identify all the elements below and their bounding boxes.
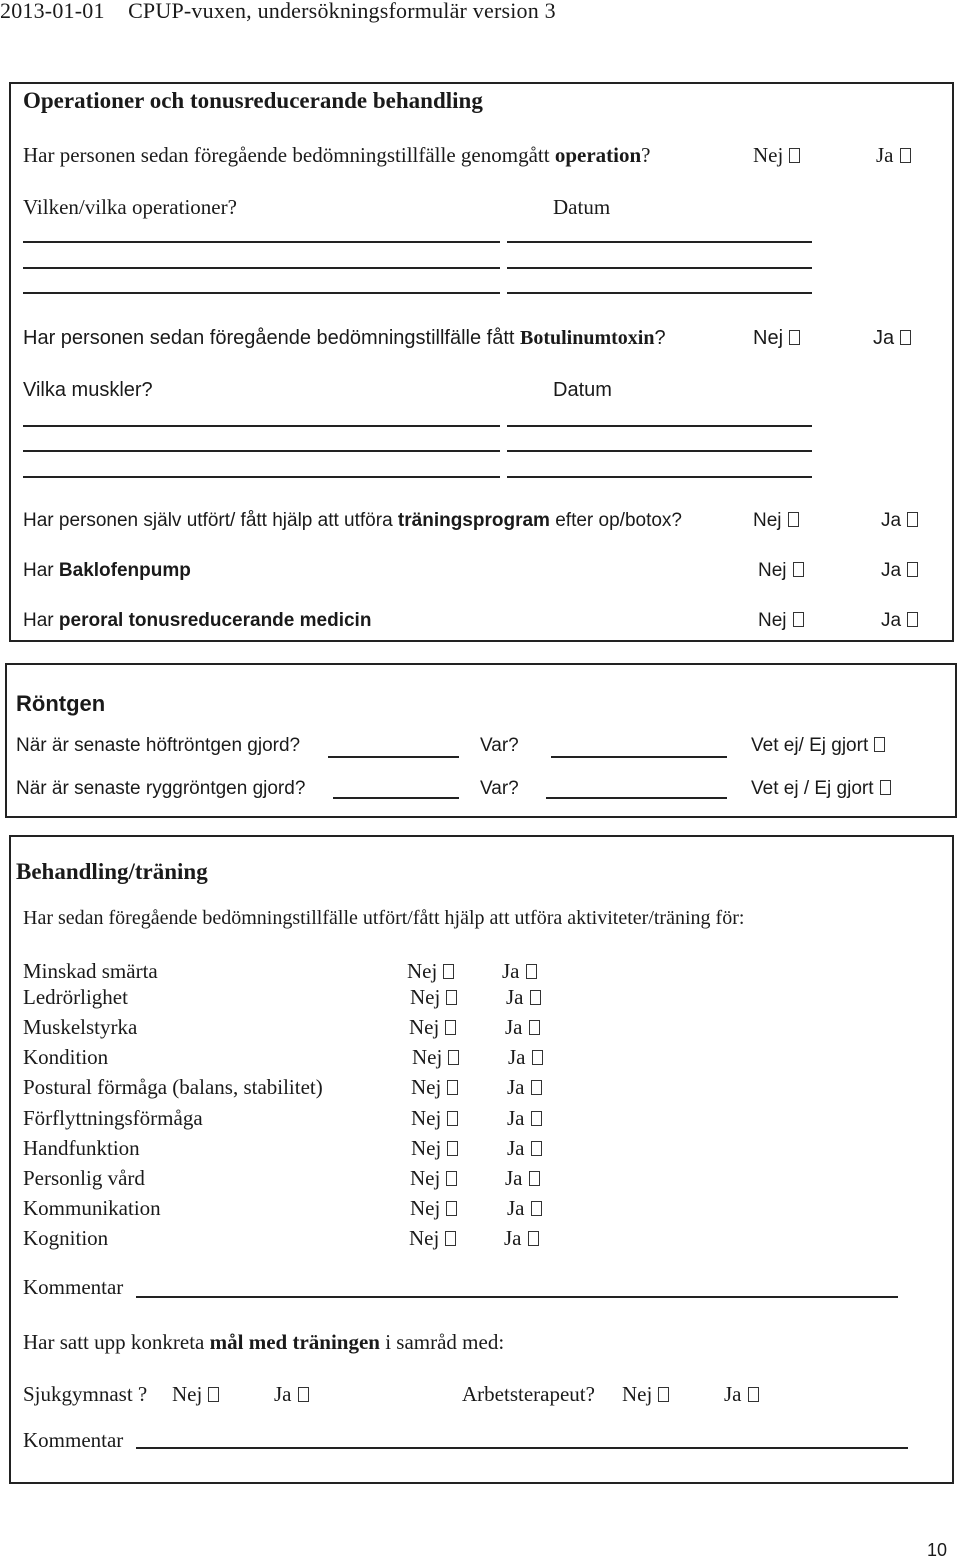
training-question: Har personen själv utfört/ fått hjälp att utföra träningsprogram efter op/botox? — [23, 510, 682, 531]
ot-label: Arbetsterapeut? — [462, 1382, 595, 1406]
checkbox[interactable] — [446, 1171, 457, 1186]
muscle-name-line[interactable] — [23, 425, 500, 427]
activity-no-option[interactable]: Nej — [410, 1198, 457, 1219]
checkbox[interactable] — [789, 148, 800, 163]
activity-yes-option[interactable]: Ja — [502, 961, 537, 982]
checkbox[interactable] — [658, 1387, 669, 1402]
activity-no-option[interactable]: Nej — [411, 1108, 458, 1129]
checkbox[interactable] — [443, 964, 454, 979]
activity-yes-option[interactable]: Ja — [504, 1228, 539, 1249]
checkbox[interactable] — [445, 1020, 456, 1035]
checkbox[interactable] — [531, 1080, 542, 1095]
physio-no-option[interactable]: Nej — [172, 1384, 219, 1405]
checkbox[interactable] — [532, 1050, 543, 1065]
operation-name-line[interactable] — [23, 292, 500, 294]
hip-xray-question: När är senaste höftröntgen gjord? — [16, 735, 301, 756]
treatment-intro: Har sedan föregående bedömningstillfälle utfört/fått hjälp att utföra aktiviteter/träning för: — [23, 907, 745, 929]
treatment-comment-line[interactable] — [136, 1296, 898, 1298]
activity-yes-option[interactable]: Ja — [508, 1047, 543, 1068]
checkbox[interactable] — [530, 990, 541, 1005]
spine-xray-question: När är senaste ryggröntgen gjord? — [16, 778, 306, 799]
activity-no-option[interactable]: Nej — [411, 1077, 458, 1098]
activity-label: Ledrörlighet — [23, 985, 128, 1009]
checkbox[interactable] — [529, 1020, 540, 1035]
activity-yes-option[interactable]: Ja — [505, 1168, 540, 1189]
peroral-no-option[interactable]: Nej — [758, 611, 804, 630]
operation-date-line[interactable] — [507, 241, 812, 243]
hip-xray-where-label: Var? — [480, 735, 519, 756]
hip-xray-unknown-option[interactable]: Vet ej/ Ej gjort — [751, 736, 885, 755]
spine-xray-date-line[interactable] — [333, 797, 459, 799]
checkbox[interactable] — [748, 1387, 759, 1402]
checkbox[interactable] — [529, 1171, 540, 1186]
checkbox[interactable] — [208, 1387, 219, 1402]
activity-yes-option[interactable]: Ja — [507, 1138, 542, 1159]
which-muscles-label: Vilka muskler? — [23, 379, 153, 401]
activity-no-option[interactable]: Nej — [410, 987, 457, 1008]
checkbox[interactable] — [531, 1141, 542, 1156]
treatment-comment-label: Kommentar — [23, 1275, 124, 1299]
baklofen-yes-option[interactable]: Ja — [881, 561, 918, 580]
operation-date-line[interactable] — [507, 267, 812, 269]
checkbox[interactable] — [446, 990, 457, 1005]
physio-yes-option[interactable]: Ja — [274, 1384, 309, 1405]
hip-xray-where-line[interactable] — [551, 756, 727, 758]
spine-xray-unknown-option[interactable]: Vet ej / Ej gjort — [751, 779, 891, 798]
operation-date-line[interactable] — [507, 292, 812, 294]
activity-yes-option[interactable]: Ja — [507, 1077, 542, 1098]
baklofen-no-option[interactable]: Nej — [758, 561, 804, 580]
botox-yes-option[interactable]: Ja — [873, 328, 911, 348]
goals-question: Har satt upp konkreta mål med träningen i samråd med: — [23, 1330, 505, 1354]
activity-label: Handfunktion — [23, 1136, 140, 1160]
header-title: CPUP-vuxen, undersökningsformulär version 3 — [128, 0, 556, 23]
goals-comment-line[interactable] — [136, 1447, 908, 1449]
activity-label: Muskelstyrka — [23, 1015, 138, 1039]
spine-xray-where-label: Var? — [480, 778, 519, 799]
checkbox[interactable] — [793, 562, 804, 577]
checkbox[interactable] — [446, 1201, 457, 1216]
botox-question: Har personen sedan föregående bedömningstillfälle fått Botulinumtoxin? — [23, 327, 666, 349]
activity-no-option[interactable]: Nej — [407, 961, 454, 982]
checkbox[interactable] — [528, 1231, 539, 1246]
checkbox[interactable] — [788, 512, 799, 527]
activity-label: Personlig vård — [23, 1166, 145, 1190]
operation-no-option[interactable]: Nej — [753, 145, 800, 166]
activity-no-option[interactable]: Nej — [409, 1228, 456, 1249]
activity-no-option[interactable]: Nej — [409, 1017, 456, 1038]
activity-label: Minskad smärta — [23, 959, 158, 983]
checkbox[interactable] — [900, 330, 911, 345]
activity-yes-option[interactable]: Ja — [507, 1198, 542, 1219]
activity-label: Kommunikation — [23, 1196, 161, 1220]
page-number: 10 — [927, 1540, 948, 1560]
which-operations-label: Vilken/vilka operationer? — [23, 195, 237, 219]
botox-date-label: Datum — [553, 379, 612, 401]
botox-date-line[interactable] — [507, 425, 812, 427]
activity-label: Kognition — [23, 1226, 109, 1250]
checkbox[interactable] — [874, 737, 885, 752]
checkbox[interactable] — [447, 1111, 458, 1126]
checkbox[interactable] — [907, 512, 918, 527]
checkbox[interactable] — [447, 1141, 458, 1156]
operation-name-line[interactable] — [23, 241, 500, 243]
activity-no-option[interactable]: Nej — [412, 1047, 459, 1068]
baklofen-question: Har Baklofenpump — [23, 560, 191, 581]
training-no-option[interactable]: Nej — [753, 511, 799, 530]
activity-label: Förflyttningsförmåga — [23, 1106, 203, 1130]
activity-label: Kondition — [23, 1045, 109, 1069]
checkbox[interactable] — [789, 330, 800, 345]
operations-title: Operationer och tonusreducerande behandling — [23, 88, 483, 113]
checkbox[interactable] — [531, 1201, 542, 1216]
checkbox[interactable] — [880, 780, 891, 795]
checkbox[interactable] — [793, 612, 804, 627]
hip-xray-date-line[interactable] — [328, 756, 459, 758]
checkbox[interactable] — [445, 1231, 456, 1246]
spine-xray-where-line[interactable] — [546, 797, 727, 799]
activity-yes-option[interactable]: Ja — [507, 1108, 542, 1129]
checkbox[interactable] — [907, 562, 918, 577]
botox-date-line[interactable] — [507, 476, 812, 478]
checkbox[interactable] — [447, 1080, 458, 1095]
xray-title: Röntgen — [16, 691, 106, 716]
peroral-question: Har peroral tonusreducerande medicin — [23, 610, 372, 631]
ot-yes-option[interactable]: Ja — [724, 1384, 759, 1405]
ot-no-option[interactable]: Nej — [622, 1384, 669, 1405]
muscle-name-line[interactable] — [23, 450, 500, 452]
training-yes-option[interactable]: Ja — [881, 511, 918, 530]
checkbox[interactable] — [298, 1387, 309, 1402]
operation-yes-option[interactable]: Ja — [876, 145, 911, 166]
checkbox[interactable] — [448, 1050, 459, 1065]
page-header — [0, 0, 556, 22]
activity-yes-option[interactable]: Ja — [506, 987, 541, 1008]
activity-no-option[interactable]: Nej — [411, 1138, 458, 1159]
operation-date-label: Datum — [553, 195, 611, 219]
activity-no-option[interactable]: Nej — [410, 1168, 457, 1189]
operation-name-line[interactable] — [23, 267, 500, 269]
checkbox[interactable] — [531, 1111, 542, 1126]
checkbox[interactable] — [900, 148, 911, 163]
checkbox[interactable] — [526, 964, 537, 979]
operation-question: Har personen sedan föregående bedömningstillfälle genomgått operation? — [23, 143, 651, 167]
muscle-name-line[interactable] — [23, 476, 500, 478]
botox-no-option[interactable]: Nej — [753, 328, 800, 348]
checkbox[interactable] — [907, 612, 918, 627]
activity-yes-option[interactable]: Ja — [505, 1017, 540, 1038]
physio-label: Sjukgymnast ? — [23, 1382, 148, 1406]
goals-comment-label: Kommentar — [23, 1428, 124, 1452]
botox-date-line[interactable] — [507, 450, 812, 452]
header-date: 2013-01-01 — [0, 0, 105, 23]
activity-label: Postural förmåga (balans, stabilitet) — [23, 1075, 323, 1099]
peroral-yes-option[interactable]: Ja — [881, 611, 918, 630]
treatment-title: Behandling/träning — [16, 859, 208, 884]
